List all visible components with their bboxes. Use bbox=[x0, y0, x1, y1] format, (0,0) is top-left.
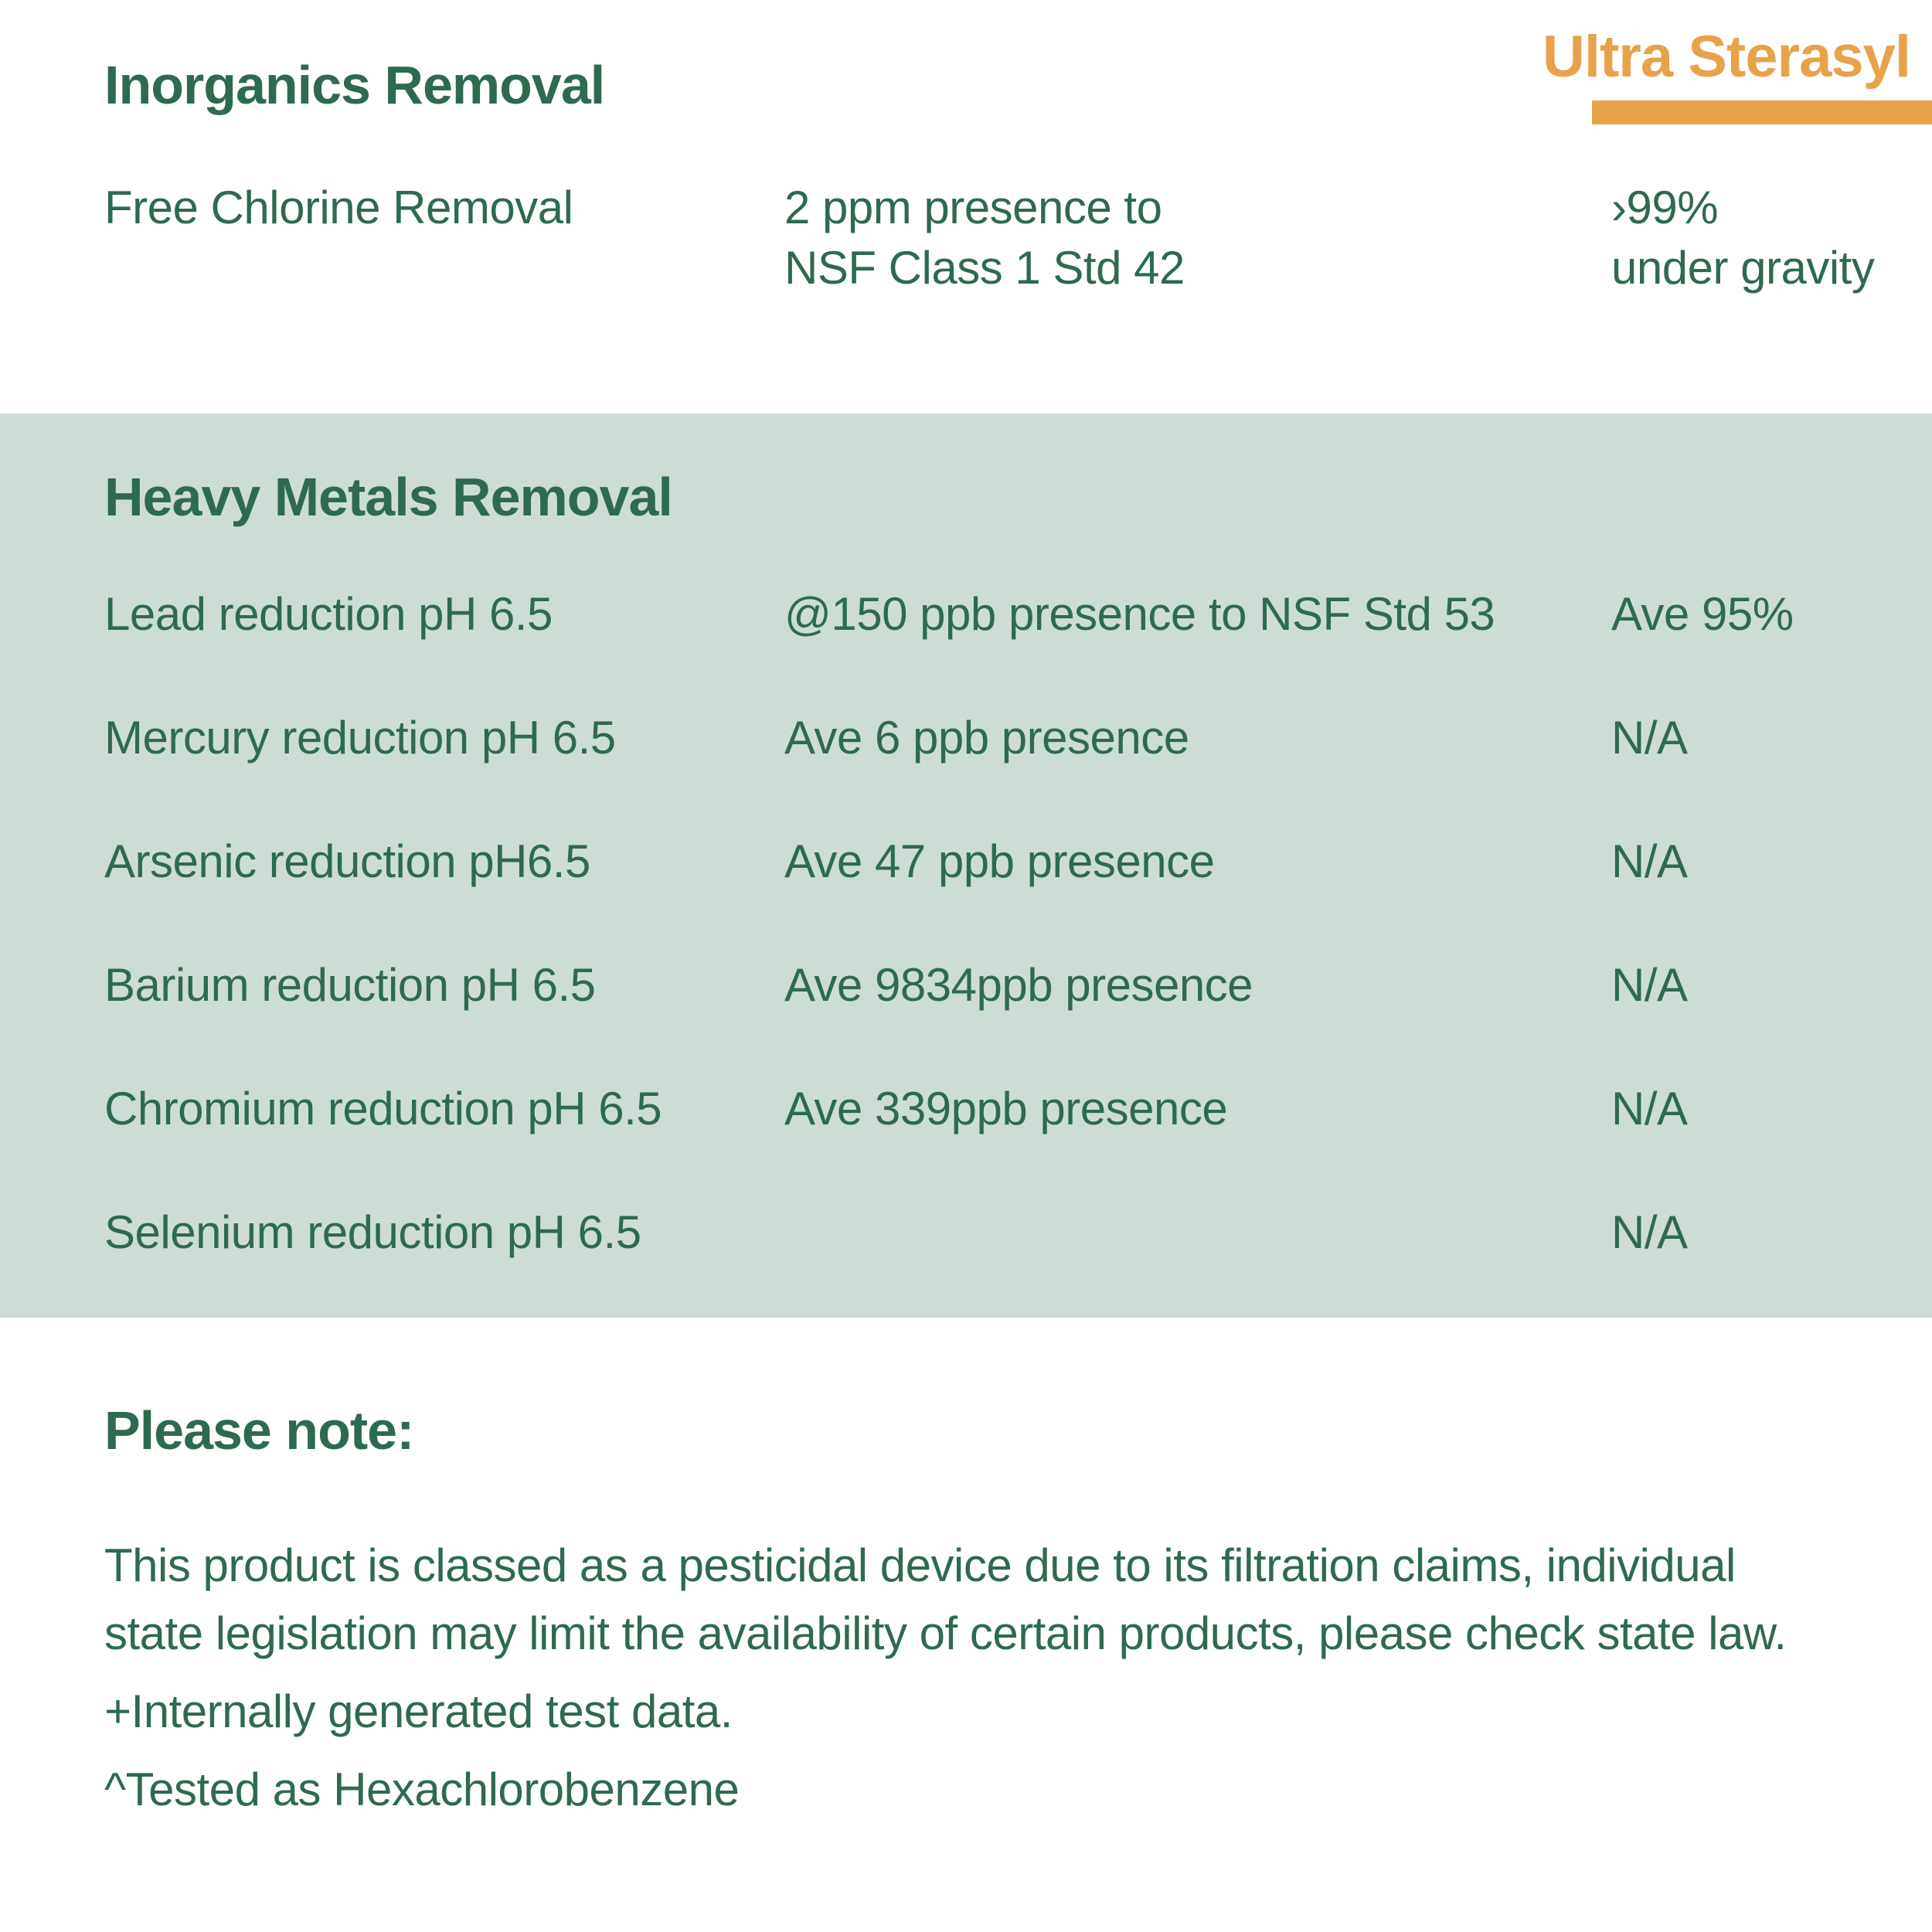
table-row-barium bbox=[104, 955, 1909, 1015]
row-result: N/A bbox=[1611, 959, 1688, 1011]
table-row-lead bbox=[104, 584, 1909, 645]
row-result: N/A bbox=[1611, 1083, 1688, 1134]
table-row-mercury bbox=[104, 708, 1909, 768]
table-row-free-chlorine bbox=[104, 178, 1909, 298]
table-row-arsenic bbox=[104, 832, 1909, 892]
section-title-please-note: Please note: bbox=[104, 1400, 414, 1461]
row-condition: Ave 6 ppb presence bbox=[784, 712, 1189, 764]
row-result: N/A bbox=[1611, 1206, 1688, 1258]
row-substance: Chromium reduction pH 6.5 bbox=[104, 1083, 662, 1134]
row-condition: Ave 9834ppb presence bbox=[784, 959, 1253, 1011]
table-row-selenium bbox=[104, 1202, 1909, 1263]
row-substance: Barium reduction pH 6.5 bbox=[104, 959, 596, 1011]
row-condition bbox=[784, 178, 1611, 298]
row-condition bbox=[784, 1202, 1611, 1263]
note-paragraph bbox=[104, 1532, 1787, 1668]
row-condition-line-1: 2 ppm presence to bbox=[784, 182, 1162, 233]
row-substance: Selenium reduction pH 6.5 bbox=[104, 1206, 641, 1258]
row-result: N/A bbox=[1611, 835, 1688, 887]
table-row-chromium bbox=[104, 1079, 1909, 1139]
brand-name: Ultra Sterasyl bbox=[1542, 24, 1910, 90]
row-result-line-1: ›99% bbox=[1611, 182, 1719, 233]
note-paragraph-line-2: state legislation may limit the availability of certain products, please check state law. bbox=[104, 1607, 1787, 1659]
row-substance: Mercury reduction pH 6.5 bbox=[104, 712, 616, 764]
row-result bbox=[1611, 178, 1909, 298]
row-condition: @150 ppb presence to NSF Std 53 bbox=[784, 588, 1495, 640]
row-substance: Arsenic reduction pH6.5 bbox=[104, 835, 590, 887]
footnote-internal-test-data: +Internally generated test data. bbox=[104, 1685, 733, 1737]
section-title-inorganics-removal: Inorganics Removal bbox=[104, 55, 605, 115]
row-condition-line-2: NSF Class 1 Std 42 bbox=[784, 242, 1185, 294]
row-substance: Lead reduction pH 6.5 bbox=[104, 588, 553, 640]
row-substance: Free Chlorine Removal bbox=[104, 182, 573, 233]
row-condition: Ave 47 ppb presence bbox=[784, 835, 1215, 887]
footnote-hexachlorobenzene: ^Tested as Hexachlorobenzene bbox=[104, 1764, 740, 1815]
row-result-line-2: under gravity bbox=[1611, 242, 1875, 294]
note-paragraph-line-1: This product is classed as a pesticidal device due to its filtration claims, individual bbox=[104, 1539, 1736, 1591]
section-title-heavy-metals-removal: Heavy Metals Removal bbox=[104, 467, 672, 527]
brand-underline-bar bbox=[1592, 100, 1932, 124]
row-result: N/A bbox=[1611, 712, 1688, 764]
row-condition: Ave 339ppb presence bbox=[784, 1083, 1228, 1134]
row-result: Ave 95% bbox=[1611, 588, 1794, 640]
